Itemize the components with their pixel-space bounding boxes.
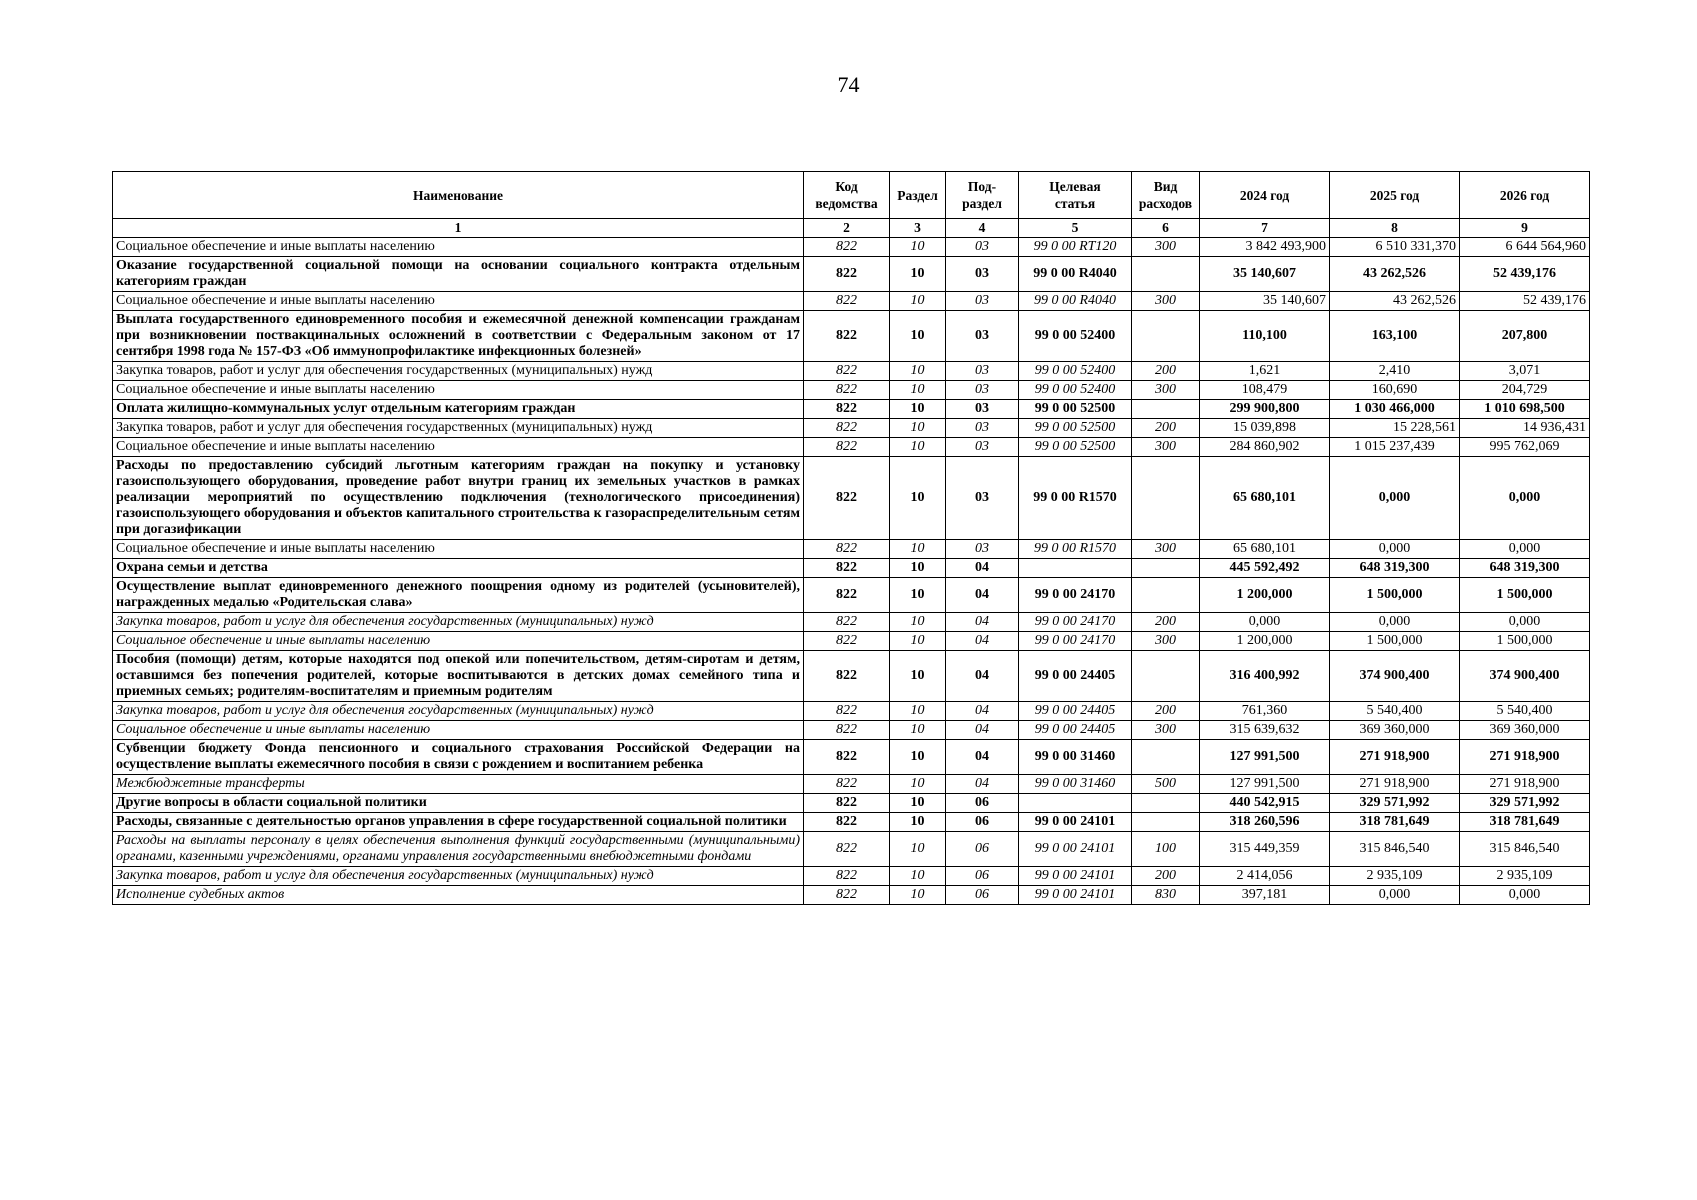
row-target-article: 99 0 00 24101 [1019, 813, 1132, 832]
row-2025: 271 918,900 [1330, 775, 1460, 794]
row-target-article: 99 0 00 24405 [1019, 651, 1132, 702]
row-subsection: 03 [946, 540, 1019, 559]
row-2026: 0,000 [1460, 613, 1590, 632]
row-name: Расходы на выплаты персоналу в целях обеспечения выполнения функций государственными (муниципальными) органами, казенными учреждениями, органами управления государственными внебюджетными фондами [113, 832, 804, 867]
table-row [113, 438, 1590, 457]
row-name: Социальное обеспечение и иные выплаты населению [113, 438, 804, 457]
header-2025: 2025 год [1330, 172, 1460, 219]
row-section: 10 [890, 457, 946, 540]
row-2025: 5 540,400 [1330, 702, 1460, 721]
table-row [113, 794, 1590, 813]
row-2025: 318 781,649 [1330, 813, 1460, 832]
row-section: 10 [890, 257, 946, 292]
row-target-article: 99 0 00 R1570 [1019, 457, 1132, 540]
row-target-article [1019, 794, 1132, 813]
row-2024: 315 639,632 [1200, 721, 1330, 740]
table-row [113, 740, 1590, 775]
row-expense-type: 200 [1132, 702, 1200, 721]
row-2026: 0,000 [1460, 540, 1590, 559]
row-name: Субвенции бюджету Фонда пенсионного и социального страхования Российской Федерации на осуществление выплаты ежемесячного пособия в связи с рождением и воспитанием ребенка [113, 740, 804, 775]
row-2024: 110,100 [1200, 311, 1330, 362]
row-subsection: 03 [946, 238, 1019, 257]
row-subsection: 06 [946, 794, 1019, 813]
row-subsection: 06 [946, 813, 1019, 832]
row-expense-type [1132, 559, 1200, 578]
row-section: 10 [890, 238, 946, 257]
row-2025: 43 262,526 [1330, 292, 1460, 311]
row-expense-type [1132, 740, 1200, 775]
row-dept-code: 822 [804, 813, 890, 832]
row-name: Межбюджетные трансферты [113, 775, 804, 794]
row-2024: 440 542,915 [1200, 794, 1330, 813]
table-row [113, 419, 1590, 438]
row-expense-type [1132, 651, 1200, 702]
row-name: Другие вопросы в области социальной политики [113, 794, 804, 813]
row-name: Оказание государственной социальной помощи на основании социального контракта отдельным категориям граждан [113, 257, 804, 292]
row-dept-code: 822 [804, 292, 890, 311]
table-row [113, 867, 1590, 886]
table-row [113, 381, 1590, 400]
row-target-article: 99 0 00 52400 [1019, 311, 1132, 362]
row-section: 10 [890, 362, 946, 381]
column-number: 8 [1330, 219, 1460, 238]
page-number: 74 [837, 72, 860, 97]
row-name: Охрана семьи и детства [113, 559, 804, 578]
row-expense-type: 200 [1132, 419, 1200, 438]
header-2024: 2024 год [1200, 172, 1330, 219]
row-target-article: 99 0 00 R4040 [1019, 257, 1132, 292]
table-row [113, 457, 1590, 540]
row-2026: 204,729 [1460, 381, 1590, 400]
row-expense-type: 300 [1132, 381, 1200, 400]
row-dept-code: 822 [804, 886, 890, 905]
row-target-article: 99 0 00 52500 [1019, 400, 1132, 419]
table-row [113, 613, 1590, 632]
row-subsection: 04 [946, 559, 1019, 578]
row-2024: 315 449,359 [1200, 832, 1330, 867]
row-subsection: 03 [946, 311, 1019, 362]
row-2026: 52 439,176 [1460, 257, 1590, 292]
row-target-article: 99 0 00 R4040 [1019, 292, 1132, 311]
row-2024: 108,479 [1200, 381, 1330, 400]
row-dept-code: 822 [804, 419, 890, 438]
row-dept-code: 822 [804, 702, 890, 721]
row-target-article: 99 0 00 24101 [1019, 886, 1132, 905]
row-target-article: 99 0 00 24405 [1019, 702, 1132, 721]
header-expense-type: Вид расходов [1132, 172, 1200, 219]
row-name: Закупка товаров, работ и услуг для обеспечения государственных (муниципальных) нужд [113, 613, 804, 632]
row-name: Социальное обеспечение и иные выплаты населению [113, 238, 804, 257]
row-expense-type [1132, 400, 1200, 419]
row-subsection: 03 [946, 419, 1019, 438]
row-2026: 369 360,000 [1460, 721, 1590, 740]
row-2024: 65 680,101 [1200, 540, 1330, 559]
row-target-article: 99 0 00 24170 [1019, 578, 1132, 613]
row-2024: 127 991,500 [1200, 740, 1330, 775]
table-row [113, 311, 1590, 362]
row-2026: 271 918,900 [1460, 740, 1590, 775]
row-dept-code: 822 [804, 400, 890, 419]
row-target-article: 99 0 00 31460 [1019, 775, 1132, 794]
table-row [113, 400, 1590, 419]
row-2025: 2,410 [1330, 362, 1460, 381]
row-subsection: 04 [946, 613, 1019, 632]
row-section: 10 [890, 651, 946, 702]
row-target-article [1019, 559, 1132, 578]
row-section: 10 [890, 632, 946, 651]
row-target-article: 99 0 00 52500 [1019, 419, 1132, 438]
row-dept-code: 822 [804, 559, 890, 578]
row-section: 10 [890, 867, 946, 886]
column-number: 1 [113, 219, 804, 238]
table-header-row [113, 172, 1590, 219]
row-dept-code: 822 [804, 362, 890, 381]
column-numbers-row [113, 219, 1590, 238]
table-row [113, 540, 1590, 559]
row-2026: 0,000 [1460, 457, 1590, 540]
row-2025: 1 030 466,000 [1330, 400, 1460, 419]
table-row [113, 702, 1590, 721]
row-2024: 0,000 [1200, 613, 1330, 632]
row-2024: 35 140,607 [1200, 292, 1330, 311]
header-name: Наименование [113, 172, 804, 219]
row-name: Расходы по предоставлению субсидий льготным категориям граждан на покупку и установку газоиспользующего оборудования, проведение работ внутри границ их земельных участков в рамках реализации мероприятий по осуществлению подключения (технологического присоединения) газоиспользующего оборудования и объектов капитального строительства к газораспределительным сетям при догазификации [113, 457, 804, 540]
row-target-article: 99 0 00 24170 [1019, 613, 1132, 632]
column-number: 6 [1132, 219, 1200, 238]
row-dept-code: 822 [804, 438, 890, 457]
row-subsection: 04 [946, 721, 1019, 740]
row-2024: 761,360 [1200, 702, 1330, 721]
row-2026: 2 935,109 [1460, 867, 1590, 886]
row-subsection: 03 [946, 438, 1019, 457]
row-subsection: 03 [946, 362, 1019, 381]
row-2026: 318 781,649 [1460, 813, 1590, 832]
row-section: 10 [890, 794, 946, 813]
row-section: 10 [890, 702, 946, 721]
row-2024: 318 260,596 [1200, 813, 1330, 832]
row-2026: 0,000 [1460, 886, 1590, 905]
row-dept-code: 822 [804, 257, 890, 292]
row-2025: 160,690 [1330, 381, 1460, 400]
row-section: 10 [890, 400, 946, 419]
row-2025: 0,000 [1330, 457, 1460, 540]
row-dept-code: 822 [804, 867, 890, 886]
row-2026: 3,071 [1460, 362, 1590, 381]
row-target-article: 99 0 00 24101 [1019, 867, 1132, 886]
column-number: 5 [1019, 219, 1132, 238]
row-subsection: 03 [946, 257, 1019, 292]
row-subsection: 04 [946, 632, 1019, 651]
row-expense-type: 100 [1132, 832, 1200, 867]
row-2025: 6 510 331,370 [1330, 238, 1460, 257]
column-number: 9 [1460, 219, 1590, 238]
table-row [113, 721, 1590, 740]
header-target-article: Целевая статья [1019, 172, 1132, 219]
column-number: 3 [890, 219, 946, 238]
row-2026: 1 500,000 [1460, 632, 1590, 651]
column-number: 7 [1200, 219, 1330, 238]
row-dept-code: 822 [804, 740, 890, 775]
table-row [113, 832, 1590, 867]
row-name: Пособия (помощи) детям, которые находятся под опекой или попечительством, детям-сиротам и детям, оставшимся без попечения родителей, которые воспитываются в детских домах семейного типа и приемных семьях; родителям-воспитателям и приемным родителям [113, 651, 804, 702]
table-row [113, 257, 1590, 292]
row-name: Исполнение судебных актов [113, 886, 804, 905]
row-dept-code: 822 [804, 238, 890, 257]
row-dept-code: 822 [804, 613, 890, 632]
row-2026: 374 900,400 [1460, 651, 1590, 702]
row-expense-type [1132, 311, 1200, 362]
column-number: 2 [804, 219, 890, 238]
row-expense-type: 300 [1132, 238, 1200, 257]
table-row [113, 238, 1590, 257]
row-2026: 207,800 [1460, 311, 1590, 362]
row-2025: 271 918,900 [1330, 740, 1460, 775]
row-section: 10 [890, 721, 946, 740]
row-2025: 1 500,000 [1330, 632, 1460, 651]
row-name: Осуществление выплат единовременного денежного поощрения одному из родителей (усыновителей), награжденных медалью «Родительская слава» [113, 578, 804, 613]
row-2025: 0,000 [1330, 886, 1460, 905]
row-2025: 329 571,992 [1330, 794, 1460, 813]
row-target-article: 99 0 00 52400 [1019, 362, 1132, 381]
row-subsection: 04 [946, 651, 1019, 702]
row-2026: 315 846,540 [1460, 832, 1590, 867]
row-2026: 14 936,431 [1460, 419, 1590, 438]
row-2025: 0,000 [1330, 540, 1460, 559]
row-subsection: 04 [946, 702, 1019, 721]
row-2026: 5 540,400 [1460, 702, 1590, 721]
row-2024: 445 592,492 [1200, 559, 1330, 578]
row-2024: 65 680,101 [1200, 457, 1330, 540]
row-2025: 369 360,000 [1330, 721, 1460, 740]
row-expense-type: 200 [1132, 867, 1200, 886]
table-row [113, 292, 1590, 311]
row-2024: 1 200,000 [1200, 578, 1330, 613]
row-2026: 52 439,176 [1460, 292, 1590, 311]
row-target-article: 99 0 00 24405 [1019, 721, 1132, 740]
row-name: Расходы, связанные с деятельностью органов управления в сфере государственной социальной политики [113, 813, 804, 832]
row-section: 10 [890, 813, 946, 832]
row-target-article: 99 0 00 31460 [1019, 740, 1132, 775]
table-row [113, 559, 1590, 578]
row-2024: 3 842 493,900 [1200, 238, 1330, 257]
row-2024: 1 200,000 [1200, 632, 1330, 651]
row-2026: 1 500,000 [1460, 578, 1590, 613]
budget-table [112, 171, 1590, 905]
table-row [113, 775, 1590, 794]
row-section: 10 [890, 578, 946, 613]
row-section: 10 [890, 832, 946, 867]
row-section: 10 [890, 419, 946, 438]
row-section: 10 [890, 438, 946, 457]
row-expense-type [1132, 257, 1200, 292]
row-subsection: 03 [946, 457, 1019, 540]
row-2026: 1 010 698,500 [1460, 400, 1590, 419]
row-dept-code: 822 [804, 794, 890, 813]
row-2025: 43 262,526 [1330, 257, 1460, 292]
row-expense-type: 300 [1132, 632, 1200, 651]
header-subsection: Под- раздел [946, 172, 1019, 219]
header-section: Раздел [890, 172, 946, 219]
header-dept-code: Код ведомства [804, 172, 890, 219]
row-dept-code: 822 [804, 578, 890, 613]
row-subsection: 04 [946, 740, 1019, 775]
row-2026: 271 918,900 [1460, 775, 1590, 794]
row-target-article: 99 0 00 24170 [1019, 632, 1132, 651]
table-row [113, 578, 1590, 613]
row-subsection: 06 [946, 886, 1019, 905]
row-2025: 1 500,000 [1330, 578, 1460, 613]
row-2024: 299 900,800 [1200, 400, 1330, 419]
row-name: Закупка товаров, работ и услуг для обеспечения государственных (муниципальных) нужд [113, 867, 804, 886]
row-dept-code: 822 [804, 632, 890, 651]
row-section: 10 [890, 311, 946, 362]
row-subsection: 04 [946, 578, 1019, 613]
row-name: Закупка товаров, работ и услуг для обеспечения государственных (муниципальных) нужд [113, 362, 804, 381]
row-2024: 127 991,500 [1200, 775, 1330, 794]
row-section: 10 [890, 292, 946, 311]
row-subsection: 03 [946, 381, 1019, 400]
row-2024: 35 140,607 [1200, 257, 1330, 292]
row-2025: 2 935,109 [1330, 867, 1460, 886]
row-name: Выплата государственного единовременного пособия и ежемесячной денежной компенсации гражданам при возникновении поствакцинальных осложнений в соответствии с Федеральным законом от 17 сентября 1998 года № 157-ФЗ «Об иммунопрофилактике инфекционных болезней» [113, 311, 804, 362]
column-number: 4 [946, 219, 1019, 238]
row-section: 10 [890, 381, 946, 400]
row-dept-code: 822 [804, 775, 890, 794]
row-2025: 374 900,400 [1330, 651, 1460, 702]
row-name: Социальное обеспечение и иные выплаты населению [113, 381, 804, 400]
header-2026: 2026 год [1460, 172, 1590, 219]
row-expense-type: 300 [1132, 721, 1200, 740]
row-2024: 397,181 [1200, 886, 1330, 905]
row-expense-type [1132, 578, 1200, 613]
row-name: Социальное обеспечение и иные выплаты населению [113, 540, 804, 559]
row-expense-type: 200 [1132, 613, 1200, 632]
row-2026: 329 571,992 [1460, 794, 1590, 813]
row-subsection: 03 [946, 400, 1019, 419]
row-2024: 284 860,902 [1200, 438, 1330, 457]
row-expense-type: 300 [1132, 540, 1200, 559]
row-expense-type: 830 [1132, 886, 1200, 905]
row-section: 10 [890, 559, 946, 578]
row-expense-type [1132, 457, 1200, 540]
row-2024: 15 039,898 [1200, 419, 1330, 438]
row-2025: 15 228,561 [1330, 419, 1460, 438]
row-2025: 163,100 [1330, 311, 1460, 362]
row-expense-type: 200 [1132, 362, 1200, 381]
row-2026: 6 644 564,960 [1460, 238, 1590, 257]
row-2024: 1,621 [1200, 362, 1330, 381]
row-target-article: 99 0 00 24101 [1019, 832, 1132, 867]
row-2025: 1 015 237,439 [1330, 438, 1460, 457]
row-target-article: 99 0 00 R1570 [1019, 540, 1132, 559]
row-dept-code: 822 [804, 832, 890, 867]
row-expense-type: 300 [1132, 438, 1200, 457]
row-name: Социальное обеспечение и иные выплаты населению [113, 721, 804, 740]
row-section: 10 [890, 775, 946, 794]
table-row [113, 362, 1590, 381]
row-expense-type: 300 [1132, 292, 1200, 311]
row-2026: 995 762,069 [1460, 438, 1590, 457]
row-subsection: 06 [946, 832, 1019, 867]
table-row [113, 632, 1590, 651]
row-2025: 0,000 [1330, 613, 1460, 632]
row-name: Социальное обеспечение и иные выплаты населению [113, 632, 804, 651]
row-dept-code: 822 [804, 651, 890, 702]
row-dept-code: 822 [804, 721, 890, 740]
row-2024: 2 414,056 [1200, 867, 1330, 886]
row-2025: 315 846,540 [1330, 832, 1460, 867]
row-subsection: 06 [946, 867, 1019, 886]
row-section: 10 [890, 740, 946, 775]
row-section: 10 [890, 540, 946, 559]
row-name: Закупка товаров, работ и услуг для обеспечения государственных (муниципальных) нужд [113, 419, 804, 438]
row-dept-code: 822 [804, 381, 890, 400]
row-target-article: 99 0 00 RT120 [1019, 238, 1132, 257]
row-dept-code: 822 [804, 311, 890, 362]
row-name: Закупка товаров, работ и услуг для обеспечения государственных (муниципальных) нужд [113, 702, 804, 721]
row-target-article: 99 0 00 52500 [1019, 438, 1132, 457]
table-row [113, 651, 1590, 702]
row-section: 10 [890, 613, 946, 632]
row-2025: 648 319,300 [1330, 559, 1460, 578]
row-target-article: 99 0 00 52400 [1019, 381, 1132, 400]
table-row [113, 886, 1590, 905]
row-name: Социальное обеспечение и иные выплаты населению [113, 292, 804, 311]
row-subsection: 04 [946, 775, 1019, 794]
row-dept-code: 822 [804, 457, 890, 540]
table-row [113, 813, 1590, 832]
row-expense-type [1132, 794, 1200, 813]
row-subsection: 03 [946, 292, 1019, 311]
row-expense-type [1132, 813, 1200, 832]
row-name: Оплата жилищно-коммунальных услуг отдельным категориям граждан [113, 400, 804, 419]
row-expense-type: 500 [1132, 775, 1200, 794]
row-section: 10 [890, 886, 946, 905]
row-dept-code: 822 [804, 540, 890, 559]
row-2024: 316 400,992 [1200, 651, 1330, 702]
row-2026: 648 319,300 [1460, 559, 1590, 578]
